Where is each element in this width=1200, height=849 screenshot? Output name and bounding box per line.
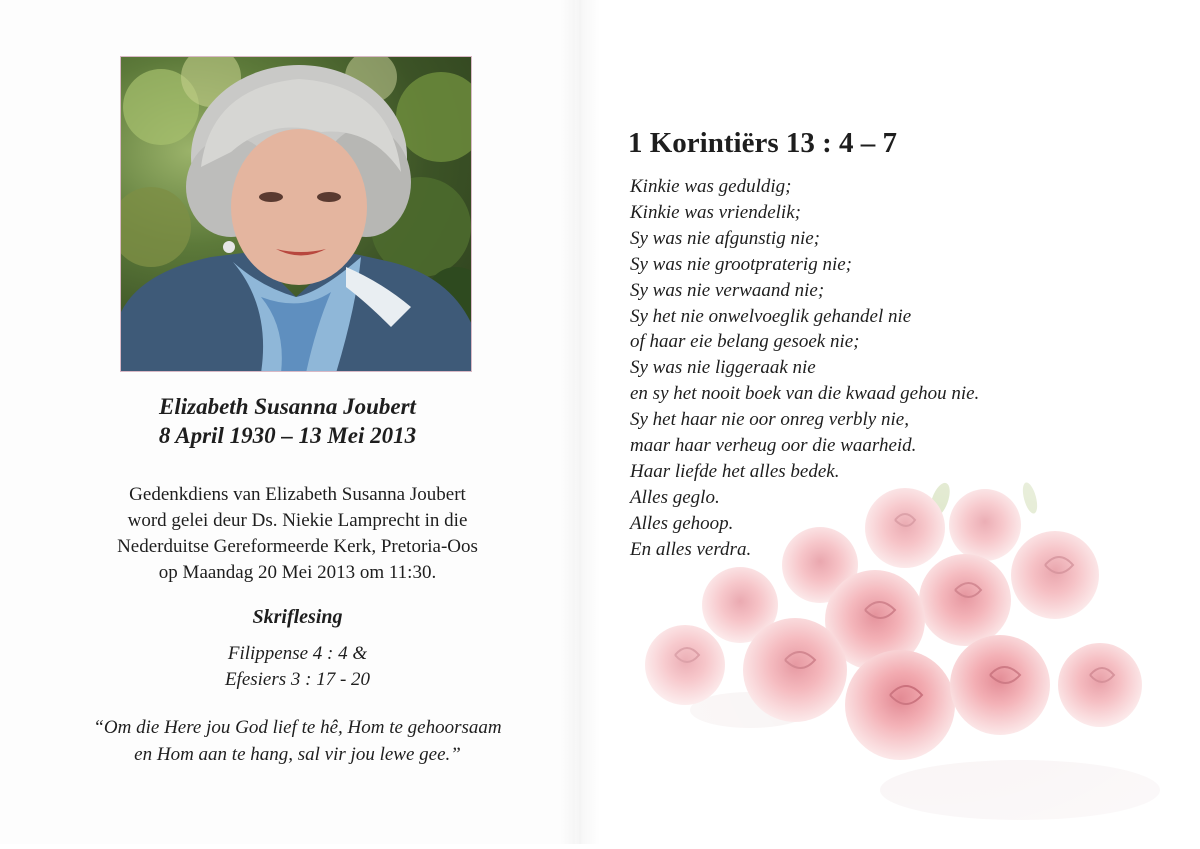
verse-line: Kinkie was vriendelik;	[630, 201, 801, 223]
quote-line: en Hom aan te hang, sal vir jou lewe gee.”	[134, 744, 461, 765]
verse-line: Haar liefde het alles bedek.	[630, 460, 840, 482]
service-line: op Maandag 20 Mei 2013 om 11:30.	[158, 562, 437, 583]
verse-line: maar haar verheug oor die waarheid.	[630, 435, 917, 457]
reading-heading: Skriflesing	[252, 606, 343, 628]
service-details	[0, 482, 575, 586]
verse-line: Alles geglo.	[630, 486, 720, 508]
scripture-quote	[0, 714, 575, 768]
verse-text	[630, 174, 979, 563]
reading-ref: Efesiers 3 : 17 - 20	[224, 669, 371, 690]
reading-ref: Filippense 4 : 4 &	[227, 643, 368, 664]
verse-line: Alles gehoop.	[630, 512, 734, 534]
service-line: word gelei deur Ds. Niekie Lamprecht in die	[127, 510, 468, 531]
quote-line: “Om die Here jou God lief te hê, Hom te gehoorsaam	[93, 717, 502, 738]
page-fold	[560, 0, 600, 844]
verse-line: Sy het nie onwelvoeglik gehandel nie	[630, 305, 912, 327]
service-line: Nederduitse Gereformeerde Kerk, Pretoria-Oos	[117, 536, 478, 557]
verse-line: Sy was nie liggeraak nie	[630, 357, 816, 379]
verse-line: Sy was nie verwaand nie;	[630, 279, 825, 301]
verse-line: of haar eie belang gesoek nie;	[630, 331, 860, 353]
verse-line: En alles verdra.	[630, 538, 752, 560]
verse-line: en sy het nooit boek van die kwaad gehou nie.	[630, 383, 980, 405]
life-dates: 8 April 1930 – 13 Mei 2013	[158, 423, 417, 448]
verse-line: Sy het haar nie oor onreg verbly nie,	[630, 409, 909, 431]
left-page	[0, 0, 575, 844]
deceased-name: Elizabeth Susanna Joubert	[159, 394, 416, 419]
reading-references	[0, 641, 575, 693]
verse-title: 1 Korintiërs 13 : 4 – 7	[628, 127, 898, 159]
service-line: Gedenkdiens van Elizabeth Susanna Joubert	[129, 484, 466, 505]
portrait-photo	[120, 56, 472, 372]
verse-line: Kinkie was geduldig;	[630, 176, 792, 197]
verse-line: Sy was nie grootpraterig nie;	[630, 253, 852, 275]
verse-line: Sy was nie afgunstig nie;	[630, 227, 820, 249]
